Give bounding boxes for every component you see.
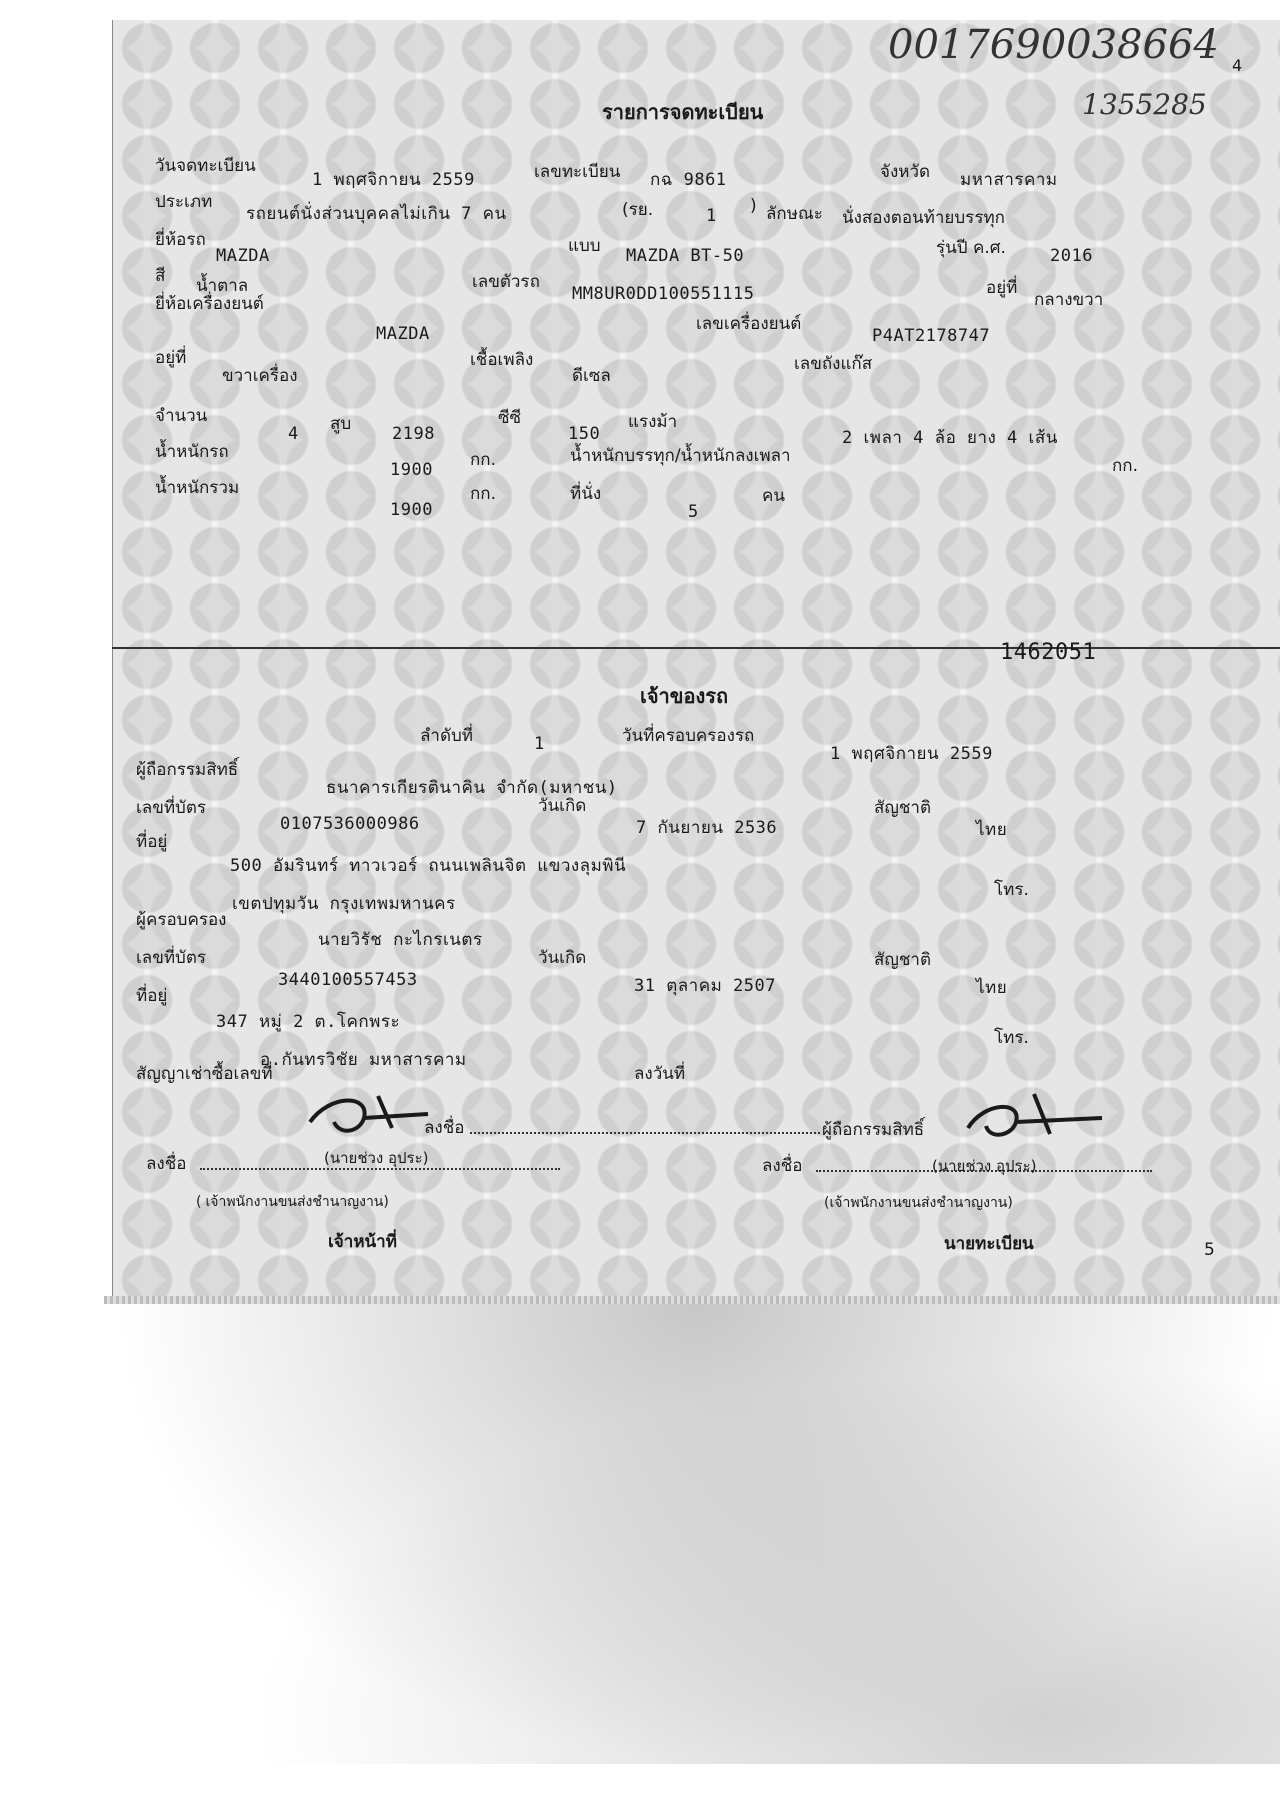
fuel: ดีเซล <box>572 366 611 386</box>
possessor-address-1: 347 หมู่ 2 ต.โคกพระ <box>216 1012 401 1032</box>
model: MAZDA BT-50 <box>626 246 745 266</box>
left-signer-name: (นายช่วง อุประ) <box>324 1149 429 1167</box>
left-sign-label: ลงชื่อ <box>146 1154 187 1174</box>
engine-no: P4AT2178747 <box>872 326 991 346</box>
possessor-address-2: อ.กันทรวิชัย มหาสารคาม <box>260 1050 467 1070</box>
reg-date-label: วันจดทะเบียน <box>155 156 256 176</box>
registration-title: รายการจดทะเบียน <box>602 100 764 124</box>
holder-dob-label: วันเกิด <box>538 796 587 816</box>
province-label: จังหวัด <box>880 162 931 182</box>
right-signer-position: (เจ้าพนักงานขนส่งชำนาญงาน) <box>824 1195 1013 1211</box>
order: 1 <box>534 734 545 754</box>
stamp-number: 1462051 <box>1000 640 1097 665</box>
brand-label: ยี่ห้อรถ <box>155 230 206 250</box>
holder-tel-label: โทร. <box>994 880 1029 900</box>
holder-nation: ไทย <box>976 820 1008 840</box>
color-label: สี <box>155 266 166 286</box>
year-label: รุ่นปี ค.ศ. <box>936 238 1006 258</box>
cylinders: 4 <box>288 424 299 444</box>
weight-label: น้ำหนักรถ <box>155 442 229 462</box>
engine-brand: MAZDA <box>376 324 430 344</box>
left-signer-position: ( เจ้าพนักงานขนส่งชำนาญงาน) <box>196 1194 389 1210</box>
holder-dob: 7 กันยายน 2536 <box>636 818 778 838</box>
corner-number: 4 <box>1232 56 1243 75</box>
total-weight: 1900 <box>390 500 433 520</box>
official-signature-left <box>300 1088 440 1142</box>
possessor-id: 3440100557453 <box>278 970 418 990</box>
engine-brand-label: ยี่ห้อเครื่องยนต์ <box>155 294 264 314</box>
load-label: น้ำหนักบรรทุก/น้ำหนักลงเพลา <box>570 446 791 466</box>
holder-sign-role: ผู้ถือกรรมสิทธิ์ <box>822 1120 925 1140</box>
handwritten-ref-1: 0017690038664 <box>888 22 1219 68</box>
holder-id-label: เลขที่บัตร <box>136 798 207 818</box>
left-signer-role: เจ้าหน้าที่ <box>328 1232 397 1252</box>
vin-pos: กลางขวา <box>1034 290 1104 310</box>
possessor-dob-label: วันเกิด <box>538 948 587 968</box>
plate: กฉ 9861 <box>650 170 727 190</box>
holder-sign-line <box>470 1114 820 1134</box>
vehicle-type: รถยนต์นั่งส่วนบุคคลไม่เกิน 7 คน <box>246 204 507 224</box>
plate-label: เลขทะเบียน <box>534 162 621 182</box>
axles: 2 เพลา 4 ล้อ ยาง 4 เส้น <box>842 428 1058 448</box>
gas-tank-label: เลขถังแก๊ส <box>794 354 873 374</box>
right-signer-position-text: เจ้าพนักงานขนส่งชำนาญงาน <box>829 1195 1008 1211</box>
possessor-tel-label: โทร. <box>994 1028 1029 1048</box>
holder-id: 0107536000986 <box>280 814 420 834</box>
possessor-id-label: เลขที่บัตร <box>136 948 207 968</box>
holder-sign-label: ลงชื่อ <box>424 1118 465 1138</box>
reg-date: 1 พฤศจิกายน 2559 <box>312 170 475 190</box>
page-edge <box>104 1296 1280 1304</box>
seats: 5 <box>688 502 699 522</box>
style-label: ลักษณะ <box>766 204 823 224</box>
persons-label: คน <box>762 486 785 506</box>
province: มหาสารคาม <box>960 170 1058 190</box>
hp-contract-label: สัญญาเช่าซื้อเลขที่ <box>136 1064 273 1084</box>
hp-label: แรงม้า <box>628 412 678 432</box>
holder-nation-label: สัญชาติ <box>874 798 931 818</box>
possessor-address-label: ที่อยู่ <box>136 986 168 1006</box>
vehicle-style: นั่งสองตอนท้ายบรรทุก <box>842 208 1005 228</box>
load-kg: กก. <box>1112 456 1138 476</box>
rs-close: ) <box>750 196 757 216</box>
possessor-label: ผู้ครอบครอง <box>136 910 227 930</box>
sign-date-label: ลงวันที่ <box>634 1064 686 1084</box>
engine-pos: ขวาเครื่อง <box>222 366 298 386</box>
owner-title: เจ้าของรถ <box>640 684 729 708</box>
left-signer-position-text: เจ้าพนักงานขนส่งชำนาญงาน <box>205 1194 384 1210</box>
official-signature-right <box>960 1088 1110 1148</box>
horsepower: 150 <box>568 424 601 444</box>
total-weight-label: น้ำหนักรวม <box>155 478 240 498</box>
possessor: นายวิรัช กะไกรเนตร <box>318 930 483 950</box>
cc-label: ซีซี <box>498 408 522 428</box>
holder-address-label: ที่อยู่ <box>136 832 168 852</box>
possessor-dob: 31 ตุลาคม 2507 <box>634 976 776 996</box>
fold-line <box>112 647 1280 649</box>
possession-date: 1 พฤศจิกายน 2559 <box>830 744 993 764</box>
model-label: แบบ <box>568 236 601 256</box>
engine-pos-label: อยู่ที่ <box>155 348 187 368</box>
seats-label: ที่นั่ง <box>570 484 602 504</box>
holder: ธนาคารเกียรตินาคิน จำกัด(มหาชน) <box>326 778 618 798</box>
total-kg: กก. <box>470 484 496 504</box>
possessor-nation: ไทย <box>976 978 1008 998</box>
rs-label: (รย. <box>622 200 654 220</box>
color: น้ำตาล <box>196 276 249 296</box>
possession-date-label: วันที่ครอบครองรถ <box>622 726 755 746</box>
cylinder-label: สูบ <box>330 414 352 434</box>
weight: 1900 <box>390 460 433 480</box>
scan-shadow <box>112 1304 1280 1764</box>
right-signer-role: นายทะเบียน <box>944 1234 1034 1254</box>
possessor-nation-label: สัญชาติ <box>874 950 931 970</box>
type-label: ประเภท <box>155 192 213 212</box>
page-number: 5 <box>1204 1240 1215 1260</box>
fuel-label: เชื้อเพลิง <box>470 350 534 370</box>
vin-label: เลขตัวรถ <box>472 272 540 292</box>
engine-no-label: เลขเครื่องยนต์ <box>696 314 802 334</box>
holder-label: ผู้ถือกรรมสิทธิ์ <box>136 760 239 780</box>
cc: 2198 <box>392 424 435 444</box>
handwritten-ref-2: 1355285 <box>1082 88 1207 121</box>
quantity-label: จำนวน <box>155 406 208 426</box>
order-label: ลำดับที่ <box>420 726 474 746</box>
vin-pos-label: อยู่ที่ <box>986 278 1018 298</box>
holder-address-2: เขตปทุมวัน กรุงเทพมหานคร <box>232 894 456 914</box>
vin: MM8UR0DD100551115 <box>572 284 755 304</box>
year: 2016 <box>1050 246 1093 266</box>
holder-address-1: 500 อัมรินทร์ ทาวเวอร์ ถนนเพลินจิต แขวงลุมพินี <box>230 856 627 876</box>
weight-kg: กก. <box>470 450 496 470</box>
right-sign-label: ลงชื่อ <box>762 1156 803 1176</box>
rs-value: 1 <box>706 206 717 226</box>
right-signer-name: (นายช่วง อุประ) <box>932 1157 1037 1175</box>
brand: MAZDA <box>216 246 270 266</box>
